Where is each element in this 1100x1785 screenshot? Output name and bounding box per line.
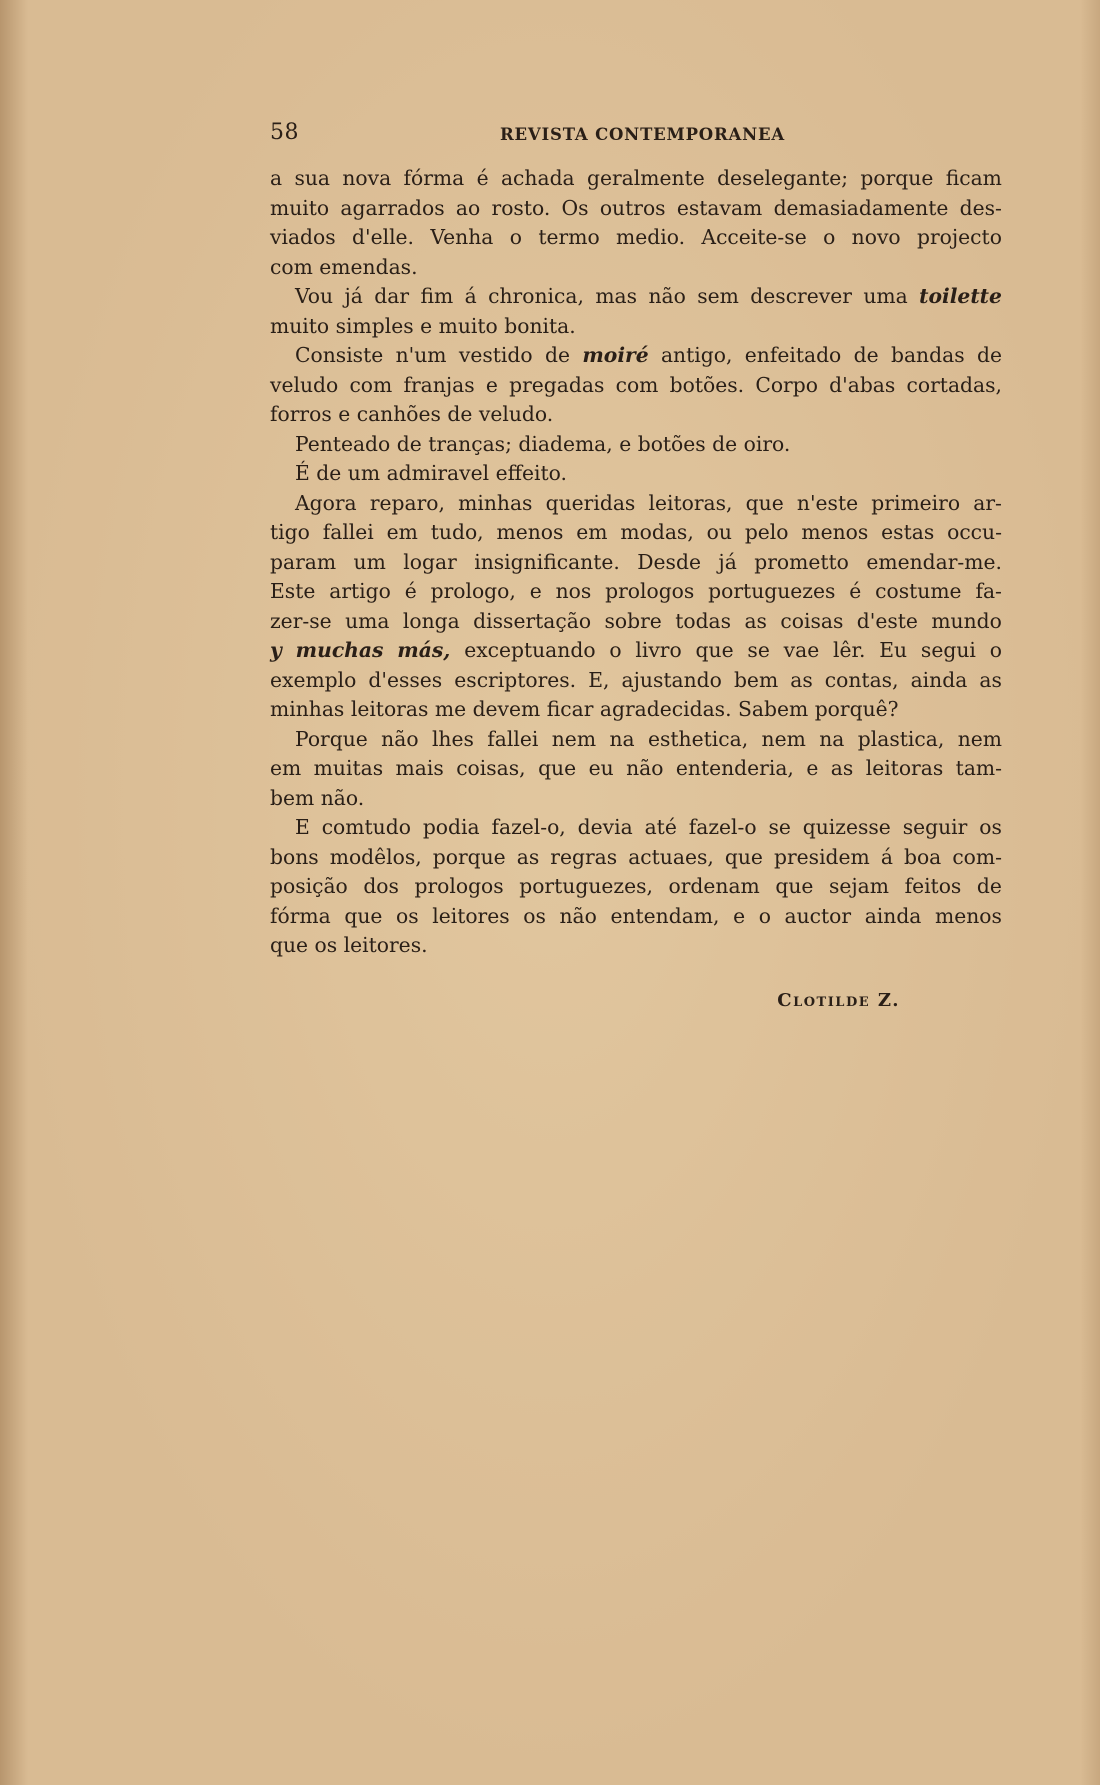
- word: ficam: [945, 166, 1002, 190]
- word: á: [464, 284, 477, 308]
- word: se: [768, 815, 791, 839]
- word: Sabem: [738, 697, 809, 721]
- word: franjas: [403, 372, 475, 397]
- word: com: [270, 254, 313, 279]
- word: de: [447, 402, 473, 426]
- text-line: [270, 459, 1002, 489]
- word: fórma: [403, 166, 465, 190]
- word: veludo.: [478, 402, 554, 426]
- word: descrever: [750, 284, 852, 308]
- word: portuguezes: [708, 579, 836, 603]
- word: prologos: [605, 579, 695, 603]
- word: de: [712, 431, 738, 456]
- word: prologos: [414, 874, 504, 898]
- word: auctor: [784, 903, 852, 928]
- word: boa: [903, 844, 942, 869]
- word: lêr.: [833, 638, 866, 662]
- word: n'um: [395, 343, 447, 367]
- text-line: [270, 548, 1002, 578]
- word: devem: [472, 697, 541, 721]
- word: viados: [270, 225, 336, 249]
- word: param: [270, 549, 337, 574]
- word: effeito.: [495, 461, 567, 485]
- word: ao: [455, 195, 481, 220]
- word: livro: [635, 638, 682, 662]
- word: Os: [561, 195, 589, 220]
- word: coisas: [780, 608, 844, 633]
- word: feitos: [904, 874, 962, 898]
- word: insignificante.: [474, 549, 620, 574]
- word: que: [695, 638, 734, 662]
- word: e: [338, 402, 351, 426]
- word: forros: [270, 402, 332, 426]
- word: e: [485, 372, 498, 397]
- word: ainda: [910, 667, 968, 692]
- word: Eu: [879, 638, 908, 662]
- word: comtudo: [321, 815, 411, 839]
- word: reparo,: [369, 490, 445, 515]
- text-line: [270, 371, 1002, 401]
- word: actuaes,: [628, 844, 714, 869]
- word: lhes: [431, 726, 474, 751]
- word: queridas: [545, 490, 636, 515]
- word: não: [559, 903, 597, 928]
- word: muito: [270, 313, 330, 338]
- word: de: [976, 874, 1002, 898]
- word: botões.: [669, 372, 745, 397]
- word: que: [538, 756, 577, 780]
- word: menos: [801, 520, 869, 544]
- word: que: [745, 490, 784, 515]
- word: dar: [374, 284, 410, 308]
- word: moiré: [582, 343, 649, 367]
- word: devia: [577, 815, 633, 839]
- word: vestido: [458, 343, 533, 367]
- word: os: [314, 933, 338, 957]
- text-line: [270, 341, 1002, 371]
- word: diadema,: [518, 431, 613, 456]
- word: ajustando: [621, 667, 722, 692]
- word: geralmente: [587, 166, 705, 190]
- word: exemplo: [270, 667, 357, 692]
- word: minhas: [270, 697, 345, 721]
- text-line: [270, 902, 1002, 932]
- word: mundo: [931, 608, 1002, 633]
- word: emendar-me.: [866, 549, 1002, 574]
- word: segui: [920, 638, 976, 662]
- word: E: [295, 815, 310, 839]
- word: o: [989, 638, 1002, 662]
- word: fa-: [975, 579, 1002, 603]
- word: fórma: [270, 903, 331, 928]
- word: já: [344, 284, 363, 308]
- word: pregadas: [509, 372, 605, 397]
- word: em: [576, 520, 608, 544]
- word: exceptuando: [464, 638, 596, 662]
- word: nos: [555, 579, 592, 603]
- word: longa: [402, 608, 460, 633]
- word: artigo: [329, 579, 391, 603]
- word: de: [544, 343, 570, 367]
- word: ficar: [546, 697, 594, 721]
- text-line: [270, 430, 1002, 460]
- word: um: [347, 461, 381, 485]
- word: menos: [935, 903, 1002, 928]
- text-line: [270, 253, 1002, 283]
- word: em: [270, 756, 302, 780]
- word: primeiro: [871, 490, 961, 515]
- word: nova: [342, 166, 392, 190]
- word: fazel-o: [688, 815, 757, 839]
- word: d'abas: [829, 372, 896, 397]
- word: tam-: [955, 756, 1002, 780]
- word: a: [270, 166, 283, 190]
- word: y: [270, 638, 282, 662]
- word: Penteado: [295, 431, 391, 456]
- word: com: [349, 372, 393, 397]
- word: e: [420, 313, 433, 338]
- word: sejam: [828, 874, 889, 898]
- word: Acceite-se: [701, 225, 807, 249]
- text-line: [270, 282, 1002, 312]
- word: tudo,: [430, 520, 484, 544]
- word: e: [806, 756, 819, 780]
- word: não: [381, 726, 419, 751]
- body-text: [270, 164, 1002, 961]
- word: más,: [397, 638, 451, 662]
- word: presidem: [773, 844, 870, 869]
- word: minhas: [458, 490, 533, 515]
- word: posição: [270, 874, 348, 898]
- word: n'este: [796, 490, 859, 515]
- word: agradecidas.: [599, 697, 732, 721]
- word: dissertação: [473, 608, 592, 633]
- bleed-through-texture: [265, 1040, 995, 1460]
- word: na: [609, 726, 635, 751]
- word: coisas,: [456, 756, 526, 780]
- word: as: [516, 844, 540, 869]
- word: mas: [595, 284, 638, 308]
- word: contas,: [824, 667, 899, 692]
- word: des-: [959, 195, 1002, 220]
- word: muito: [270, 195, 330, 220]
- word: de: [396, 431, 422, 456]
- word: já: [718, 549, 737, 574]
- word: mais: [395, 756, 444, 780]
- word: É: [295, 461, 310, 485]
- word: oiro.: [743, 431, 791, 456]
- word: as: [790, 667, 813, 692]
- word: escriptores.: [454, 667, 577, 692]
- word: vae: [783, 638, 820, 662]
- word: eu: [588, 756, 614, 780]
- text-line: [270, 872, 1002, 902]
- word: demasiadamente: [773, 195, 949, 220]
- word: fim: [420, 284, 454, 308]
- word: toilette: [919, 284, 1002, 308]
- word: quizesse: [802, 815, 891, 839]
- text-line: [270, 607, 1002, 637]
- word: tranças;: [428, 431, 512, 456]
- word: leitoras: [865, 756, 944, 780]
- word: não: [648, 284, 686, 308]
- page-number: 58: [270, 120, 299, 145]
- word: admiravel: [386, 461, 490, 485]
- word: E,: [588, 667, 610, 692]
- word: que: [270, 933, 309, 957]
- page-header: [270, 120, 1015, 150]
- word: na: [819, 726, 845, 751]
- word: menos: [496, 520, 564, 544]
- word: me: [434, 697, 467, 721]
- word: o: [509, 225, 522, 249]
- word: prologo,: [430, 579, 516, 603]
- author-signature: Clotilde Z.: [777, 990, 900, 1011]
- text-line: [270, 666, 1002, 696]
- word: bonita.: [504, 313, 576, 338]
- text-line: [270, 843, 1002, 873]
- word: d'este: [856, 608, 918, 633]
- word: canhões: [356, 402, 441, 426]
- word: entendam,: [610, 903, 720, 928]
- word: estavam: [676, 195, 763, 220]
- word: tigo: [270, 520, 310, 544]
- word: chronica,: [488, 284, 584, 308]
- word: uma: [863, 284, 908, 308]
- word: esthetica,: [647, 726, 749, 751]
- word: até: [644, 815, 677, 839]
- word: Corpo: [755, 372, 818, 397]
- word: os: [396, 903, 419, 928]
- text-line: [270, 725, 1002, 755]
- word: leitores.: [343, 933, 428, 957]
- word: leitoras,: [648, 490, 733, 515]
- word: de: [853, 343, 879, 367]
- word: regras: [550, 844, 618, 869]
- word: costume: [875, 579, 962, 603]
- word: nem: [761, 726, 806, 751]
- word: sobre: [604, 608, 662, 633]
- word: uma: [345, 608, 390, 633]
- word: com: [615, 372, 659, 397]
- word: antigo,: [660, 343, 733, 367]
- word: enfeitado: [744, 343, 842, 367]
- word: que: [775, 874, 814, 898]
- word: se: [747, 638, 770, 662]
- word: porquê?: [814, 697, 899, 721]
- word: os: [523, 903, 546, 928]
- word: outros: [599, 195, 666, 220]
- word: ordenam: [668, 874, 760, 898]
- word: sem: [697, 284, 739, 308]
- word: é: [476, 166, 489, 190]
- word: as: [830, 756, 854, 780]
- word: seguir: [902, 815, 968, 839]
- word: ar-: [973, 490, 1002, 515]
- word: Porque: [295, 726, 368, 751]
- word: é: [404, 579, 417, 603]
- word: um: [353, 549, 386, 574]
- word: Agora: [295, 490, 357, 515]
- word: não: [626, 756, 664, 780]
- word: o: [823, 225, 836, 249]
- word: muchas: [295, 638, 384, 662]
- word: novo: [851, 225, 901, 249]
- running-title: REVISTA CONTEMPORANEA: [500, 125, 785, 144]
- word: fazel-o,: [491, 815, 566, 839]
- word: nem: [551, 726, 597, 751]
- word: e: [733, 903, 746, 928]
- word: termo: [538, 225, 600, 249]
- text-line: [270, 489, 1002, 519]
- text-line: [270, 223, 1002, 253]
- word: de: [976, 343, 1002, 367]
- word: emendas.: [319, 254, 418, 279]
- word: Desde: [637, 549, 701, 574]
- word: ainda: [864, 903, 922, 928]
- word: ou: [706, 520, 732, 544]
- word: botões: [637, 431, 706, 456]
- word: fallei: [322, 520, 374, 544]
- word: portuguezes,: [519, 874, 653, 898]
- word: e: [619, 431, 632, 456]
- text-line: [270, 636, 1002, 666]
- word: em: [386, 520, 418, 544]
- word: d'esses: [368, 667, 443, 692]
- word: Este: [270, 579, 316, 603]
- word: dos: [363, 874, 399, 898]
- word: simples: [335, 313, 414, 338]
- word: Venha: [430, 225, 494, 249]
- text-line: [270, 518, 1002, 548]
- word: agarrados: [340, 195, 445, 220]
- word: todas: [675, 608, 732, 633]
- word: rosto.: [491, 195, 551, 220]
- word: zer-se: [270, 608, 332, 633]
- word: com-: [952, 844, 1002, 869]
- word: porque: [432, 844, 506, 869]
- word: fallei: [487, 726, 539, 751]
- word: modas,: [620, 520, 694, 544]
- word: bem: [270, 785, 315, 810]
- text-line: [270, 695, 1002, 725]
- word: Vou: [295, 284, 334, 308]
- word: medio.: [616, 225, 686, 249]
- word: e: [529, 579, 542, 603]
- word: veludo: [270, 372, 339, 397]
- word: achada: [500, 166, 575, 190]
- text-line: [270, 194, 1002, 224]
- word: não.: [320, 785, 365, 810]
- word: o: [609, 638, 622, 662]
- text-line: [270, 813, 1002, 843]
- text-line: [270, 400, 1002, 430]
- word: deselegante;: [717, 166, 849, 190]
- word: bandas: [890, 343, 965, 367]
- word: d'elle.: [352, 225, 414, 249]
- text-line: [270, 164, 1002, 194]
- text-line: [270, 577, 1002, 607]
- word: projecto: [917, 225, 1002, 249]
- word: bons: [270, 844, 319, 869]
- word: os: [979, 815, 1002, 839]
- word: as: [979, 667, 1002, 692]
- text-line: [270, 312, 1002, 342]
- word: pelo: [744, 520, 789, 544]
- word: occu-: [947, 520, 1002, 544]
- word: estas: [881, 520, 935, 544]
- word: que: [724, 844, 763, 869]
- word: nem: [957, 726, 1002, 751]
- word: de: [316, 461, 342, 485]
- word: logar: [403, 549, 457, 574]
- word: leitores: [432, 903, 510, 928]
- text-line: [270, 784, 1002, 814]
- word: podia: [422, 815, 480, 839]
- word: leitoras: [350, 697, 429, 721]
- word: á: [880, 844, 893, 869]
- word: modêlos,: [329, 844, 422, 869]
- word: que: [344, 903, 383, 928]
- word: sua: [294, 166, 330, 190]
- text-line: [270, 754, 1002, 784]
- word: é: [849, 579, 862, 603]
- word: muitas: [313, 756, 384, 780]
- word: Consiste: [295, 343, 384, 367]
- word: bem: [733, 667, 779, 692]
- word: plastica,: [857, 726, 945, 751]
- word: as: [744, 608, 767, 633]
- text-line: [270, 931, 1002, 961]
- word: cortadas,: [906, 372, 1002, 397]
- word: entenderia,: [675, 756, 794, 780]
- word: o: [758, 903, 771, 928]
- word: porque: [860, 166, 934, 190]
- word: prometto: [754, 549, 849, 574]
- word: muito: [438, 313, 498, 338]
